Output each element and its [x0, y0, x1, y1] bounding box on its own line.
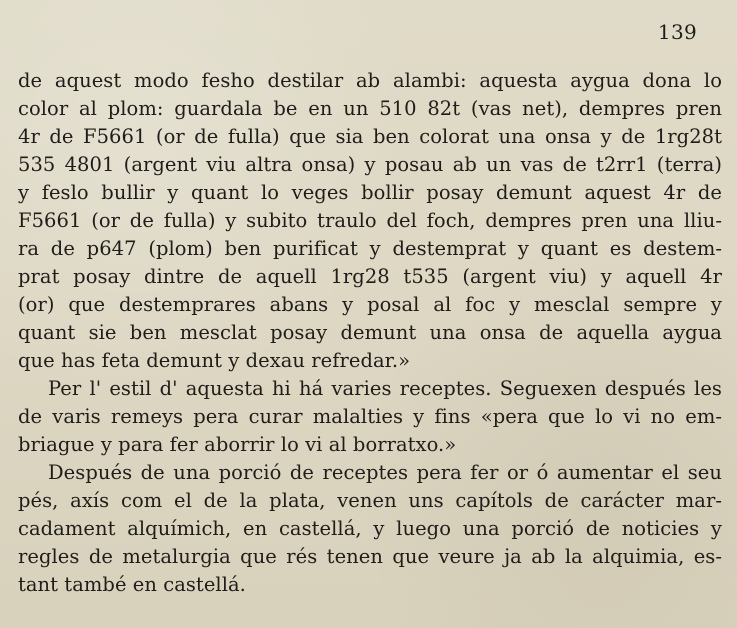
text-line-17: cadament alquímich, en castellá, y luego una porció de noticies y — [18, 517, 722, 540]
text-line-16: pés, axís com el de la plata, venen uns capítols de carácter mar- — [18, 489, 722, 512]
text-line-11: que has feta demunt y dexau refredar.» — [18, 349, 411, 372]
text-line-14: briague y para fer aborrir lo vi al borratxo.» — [18, 433, 457, 456]
text-line-1: de aquest modo fesho destilar ab alambi: aquesta aygua dona lo — [18, 69, 722, 92]
text-line-15: Después de una porció de receptes pera fer or ó aumentar el seu — [48, 461, 722, 484]
text-line-7: ra de p647 (plom) ben purificat y destemprat y quant es destem- — [18, 237, 722, 260]
text-line-5: y feslo bullir y quant lo veges bollir posay demunt aquest 4r de — [18, 181, 722, 204]
text-line-19: tant també en castellá. — [18, 573, 246, 596]
text-line-6: F5661 (or de fulla) y subito traulo del foch, dempres pren una lliu- — [18, 209, 722, 232]
text-line-2: color al plom: guardala be en un 510 82t (vas net), dempres pren — [18, 97, 722, 120]
text-line-4: 535 4801 (argent viu altra onsa) y posau ab un vas de t2rr1 (terra) — [18, 153, 722, 176]
text-line-18: regles de metalurgia que rés tenen que veure ja ab la alquimia, es- — [18, 545, 722, 568]
text-line-3: 4r de F5661 (or de fulla) que sia ben colorat una onsa y de 1rg28t — [18, 125, 722, 148]
page-number: 139 — [657, 20, 697, 44]
text-line-12: Per l' estil d' aquesta hi há varies receptes. Seguexen después les — [48, 377, 722, 400]
text-line-8: prat posay dintre de aquell 1rg28 t535 (argent viu) y aquell 4r — [18, 265, 722, 288]
text-line-13: de varis remeys pera curar malalties y fins «pera que lo vi no em- — [18, 405, 722, 428]
text-line-10: quant sie ben mesclat posay demunt una onsa de aquella aygua — [18, 321, 722, 344]
text-line-9: (or) que destemprares abans y posal al foc y mesclal sempre y — [18, 293, 722, 316]
